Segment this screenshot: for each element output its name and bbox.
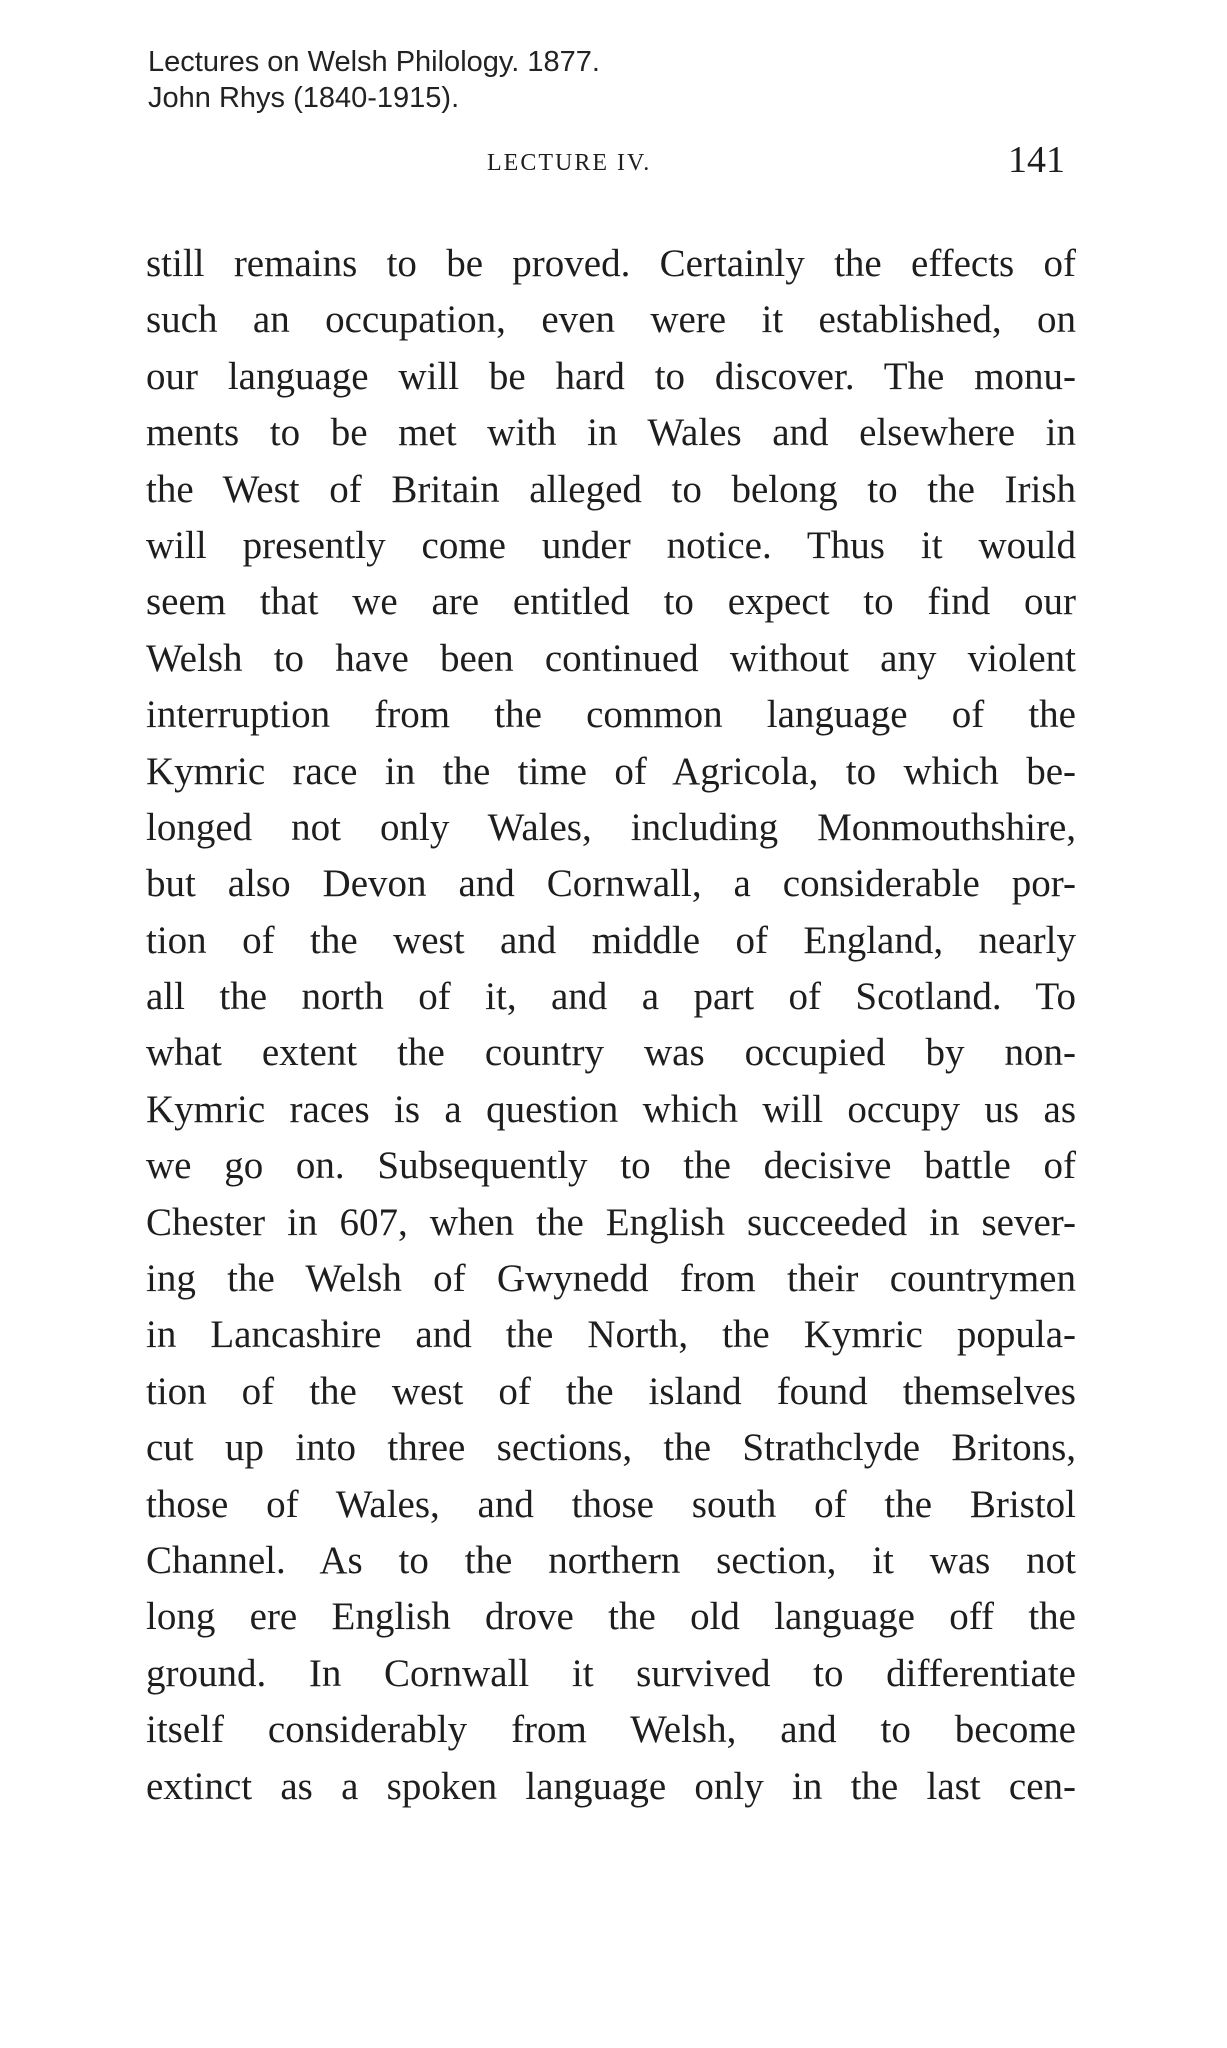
text-line: the West of Britain alleged to belong to the Irish — [146, 467, 1076, 511]
text-line: cut up into three sections, the Strathclyde Britons, — [146, 1426, 1076, 1470]
text-line: those of Wales, and those south of the Bristol — [146, 1482, 1076, 1526]
text-line: ground. In Cornwall it survived to differentiate — [146, 1651, 1076, 1695]
source-author: John Rhys (1840-1915). — [148, 82, 460, 114]
text-line: longed not only Wales, including Monmouthshire, — [146, 805, 1076, 849]
text-line: seem that we are entitled to expect to find our — [146, 580, 1076, 624]
running-head: LECTURE IV. — [487, 150, 652, 176]
text-line: interruption from the common language of the — [146, 693, 1076, 737]
page-number: 141 — [1008, 139, 1065, 181]
text-line: itself considerably from Welsh, and to become — [146, 1708, 1076, 1752]
text-line: Welsh to have been continued without any violent — [146, 636, 1076, 680]
text-line: Kymric race in the time of Agricola, to which be- — [146, 749, 1076, 793]
source-note — [148, 44, 600, 116]
text-line: long ere English drove the old language off the — [146, 1595, 1076, 1639]
text-line: but also Devon and Cornwall, a considerable por- — [146, 862, 1076, 906]
source-title: Lectures on Welsh Philology. 1877. — [148, 46, 600, 78]
text-line: such an occupation, even were it established, on — [146, 298, 1076, 342]
text-line: all the north of it, and a part of Scotland. To — [146, 975, 1076, 1019]
text-line: tion of the west and middle of England, nearly — [146, 918, 1076, 962]
text-line: ments to be met with in Wales and elsewhere in — [146, 411, 1076, 455]
text-line: in Lancashire and the North, the Kymric popula- — [146, 1313, 1076, 1357]
text-line: we go on. Subsequently to the decisive battle of — [146, 1144, 1076, 1188]
text-line: Chester in 607, when the English succeeded in sever- — [146, 1200, 1076, 1244]
text-line: our language will be hard to discover. The monu- — [146, 354, 1076, 398]
text-line: extinct as a spoken language only in the last cen- — [146, 1764, 1076, 1808]
text-line: Channel. As to the northern section, it was not — [146, 1538, 1076, 1582]
body-text — [146, 236, 1076, 1815]
text-line: Kymric races is a question which will occupy us as — [146, 1087, 1076, 1131]
text-line: tion of the west of the island found themselves — [146, 1369, 1076, 1413]
text-line: ing the Welsh of Gwynedd from their countrymen — [146, 1257, 1076, 1301]
text-line: what extent the country was occupied by non- — [146, 1031, 1076, 1075]
text-line: will presently come under notice. Thus it would — [146, 523, 1076, 567]
text-line: still remains to be proved. Certainly the effects of — [146, 242, 1076, 285]
